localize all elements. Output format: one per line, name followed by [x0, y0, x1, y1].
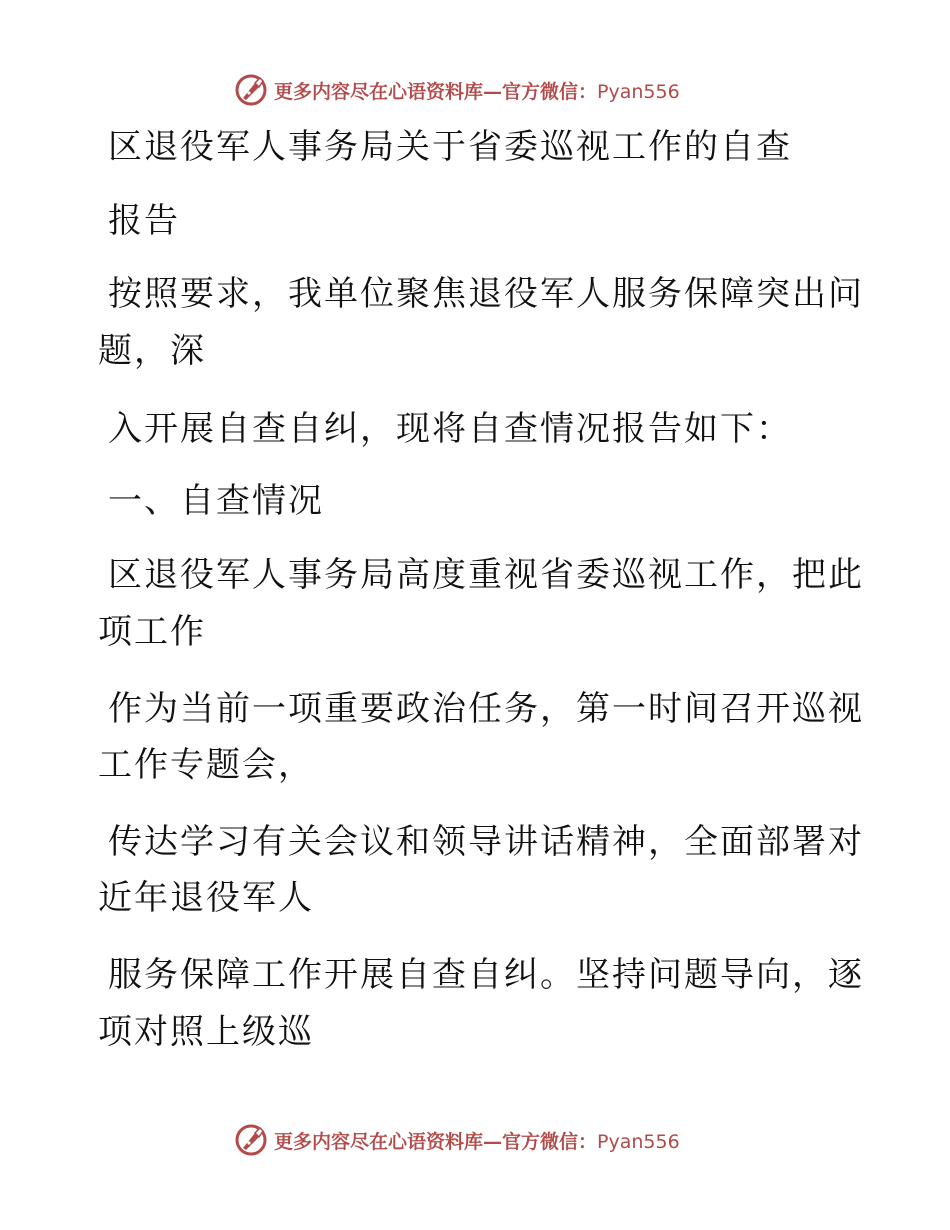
pen-nib-logo-icon: [234, 1123, 268, 1157]
paragraph-line: 作为当前一项重要政治任务，第一时间召开巡视: [108, 689, 864, 729]
paragraph-line: 近年退役军人: [98, 878, 314, 918]
footer-banner-main: 更多内容尽在心语资料库: [274, 1130, 484, 1153]
document-title-line-1: 区退役军人事务局关于省委巡视工作的自查: [108, 127, 792, 167]
footer-banner-text: [274, 1127, 680, 1154]
footer-banner: [234, 1120, 680, 1160]
paragraph-line: 项对照上级巡: [98, 1012, 314, 1052]
paragraph-line: 按照要求，我单位聚焦退役军人服务保障突出问: [108, 274, 864, 314]
footer-banner-wechat-id: Pyan556: [597, 1130, 680, 1153]
paragraph-line: 区退役军人事务局高度重视省委巡视工作，把此: [108, 555, 864, 595]
document-title-line-2: 报告: [108, 201, 180, 241]
header-banner-main: 更多内容尽在心语资料库: [274, 80, 484, 103]
footer-banner-wechat-label: 官方微信：: [502, 1130, 598, 1153]
paragraph-line: 传达学习有关会议和领导讲话精神，全面部署对: [108, 822, 864, 862]
section-heading: 一、自查情况: [108, 481, 324, 521]
paragraph-line: 服务保障工作开展自查自纠。坚持问题导向，逐: [108, 955, 864, 995]
header-banner-text: [274, 77, 680, 104]
paragraph-line: 入开展自查自纠，现将自查情况报告如下：: [108, 409, 792, 449]
paragraph-line: 项工作: [98, 612, 206, 652]
header-banner-dash: —: [483, 80, 503, 103]
header-banner-wechat-label: 官方微信：: [502, 80, 598, 103]
header-banner-wechat-id: Pyan556: [597, 80, 680, 103]
footer-banner-dash: —: [483, 1130, 503, 1153]
header-banner: [234, 70, 680, 110]
paragraph-line: 工作专题会，: [98, 745, 314, 785]
pen-nib-logo-icon: [234, 73, 268, 107]
paragraph-line: 题，深: [98, 331, 206, 371]
